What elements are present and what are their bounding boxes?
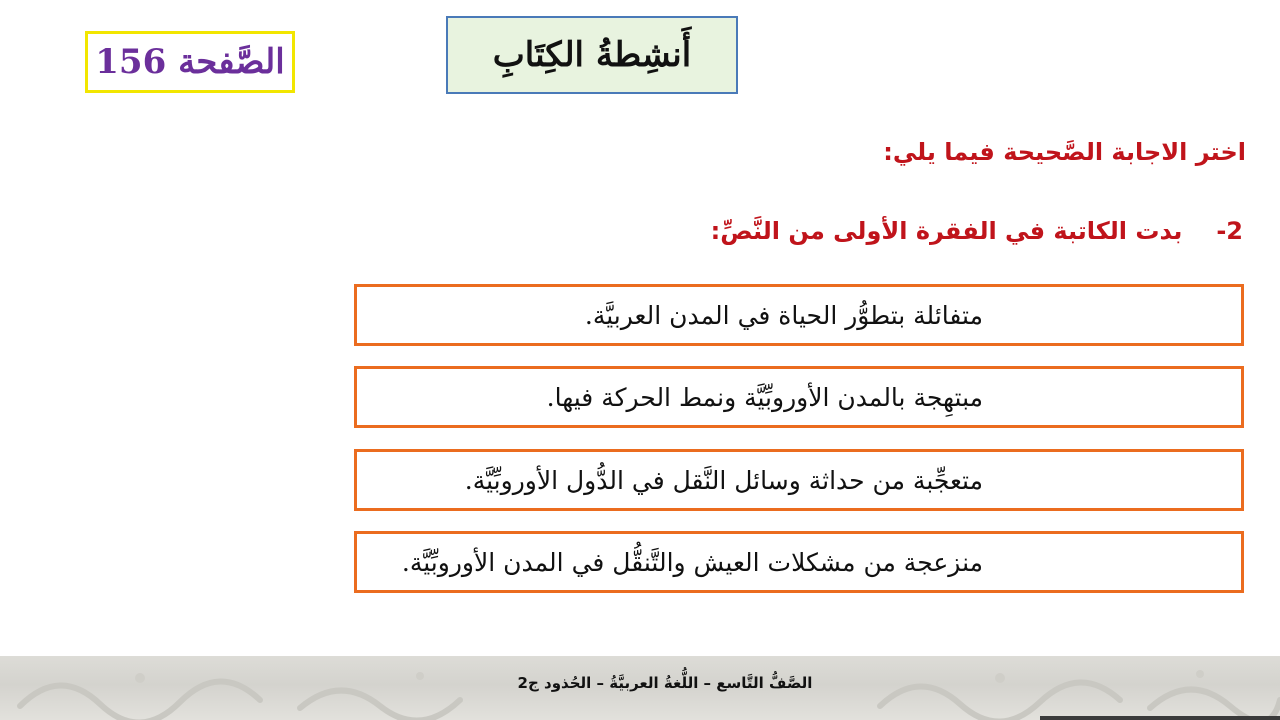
- question: [711, 217, 1243, 245]
- page-number-label: الصَّفحة 156: [95, 42, 285, 82]
- answer-option-3[interactable]: [354, 449, 1244, 511]
- instruction-text: اختر الاجابة الصَّحيحة فيما يلي:: [883, 138, 1246, 166]
- question-number: 2-: [1216, 217, 1243, 245]
- answer-option-1[interactable]: [354, 284, 1244, 346]
- answer-option-2[interactable]: [354, 366, 1244, 428]
- footer-text: الصَّفُّ التَّاسع – اللُّغةُ العربيَّةُ – الحُذود ج2: [517, 674, 813, 692]
- answer-option-text: متعجِّبة من حداثة وسائل النَّقل في الدُّول الأوروبِّيَّة.: [464, 465, 983, 495]
- activity-title-box: [446, 16, 738, 94]
- answer-option-text: متفائلة بتطوُّر الحياة في المدن العربيَّة.: [584, 300, 983, 330]
- question-text: بدت الكاتبة في الفقرة الأولى من النَّصِّ:: [710, 217, 1183, 245]
- footer-accent-line: [1040, 716, 1280, 720]
- answer-option-4[interactable]: [354, 531, 1244, 593]
- answer-option-text: مبتهِجة بالمدن الأوروبِّيَّة ونمط الحركة فيها.: [546, 382, 983, 412]
- activity-title: أَنشِطةُ الكِتَابِ: [492, 35, 692, 75]
- answer-option-text: منزعجة من مشكلات العيش والتَّنقُّل في المدن الأوروبِّيَّة.: [401, 547, 983, 577]
- page-number-badge: [85, 31, 295, 93]
